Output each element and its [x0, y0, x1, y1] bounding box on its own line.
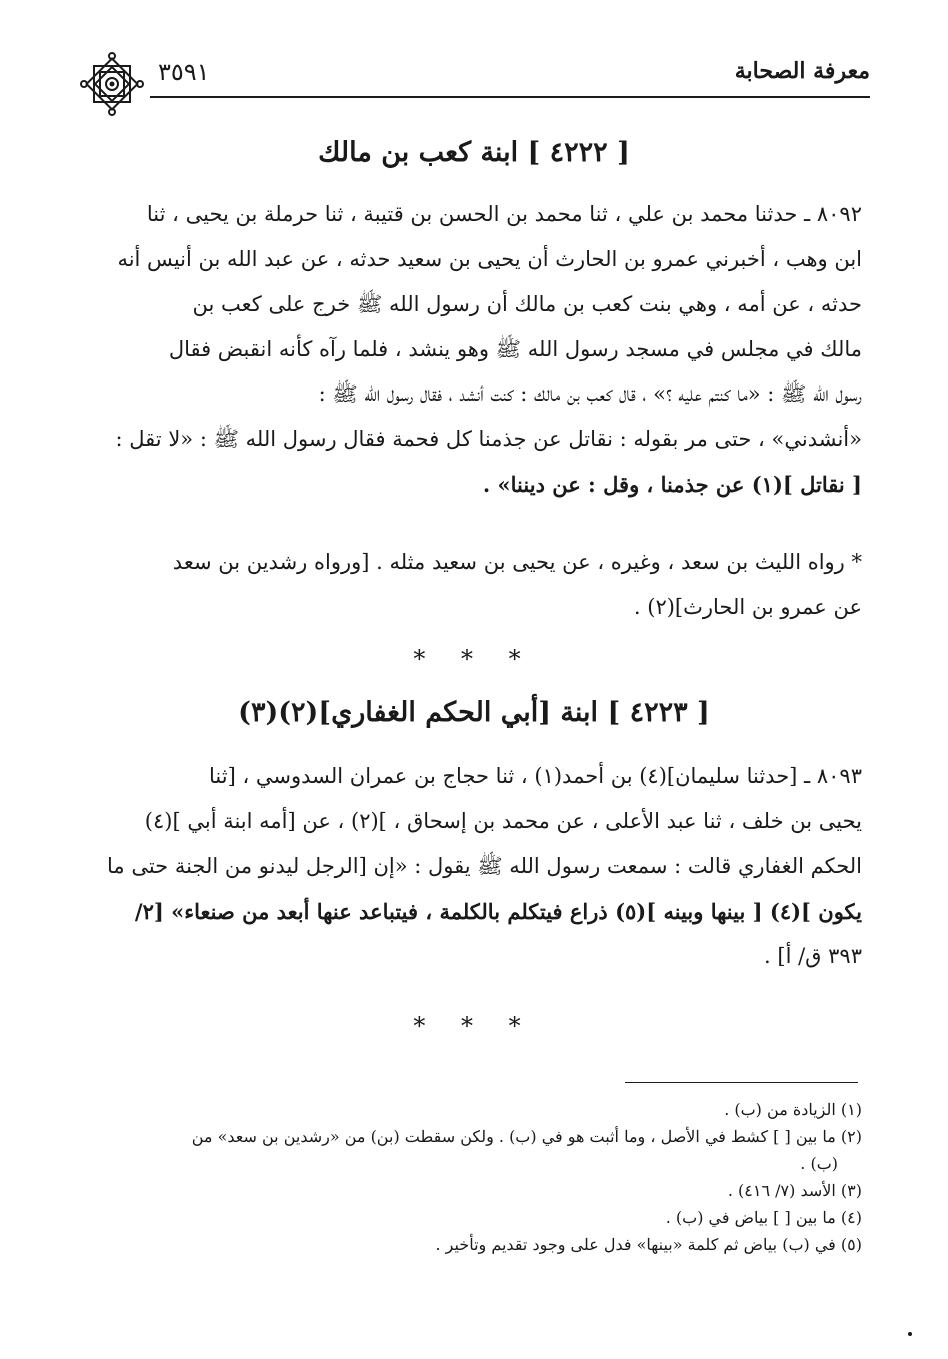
text-line: «أنشدني» ، حتى مر بقوله : نقاتل عن جذمنا كل فحمة فقال رسول الله ﷺ : «لا تقل : — [115, 427, 862, 451]
running-title: معرفة الصحابة — [734, 58, 870, 84]
footnotes — [86, 1096, 862, 1258]
footnote: (٤) ما بين [ ] بياض في (ب) . — [665, 1208, 862, 1227]
text-line: مالك في مجلس في مسجد رسول الله ﷺ وهو ينشد ، فلما رآه كأنه انقبض فقال — [168, 337, 862, 361]
text-line: رسول الله ﷺ : «ما كنتم عليه ؟» ، قال كعب بن مالك : كنت أنشد ، فقال رسول الله ﷺ : — [318, 382, 862, 406]
text-line: [ نقاتل ](١) عن جذمنا ، وقل : عن ديننا» . — [482, 472, 862, 497]
octagram-ornament-icon — [80, 52, 144, 116]
text-line: يحيى بن خلف ، ثنا عبد الأعلى ، عن محمد بن إسحاق ، ](٢) ، عن [أمه ابنة أبي ](٤) — [144, 809, 862, 833]
footnote: (٥) في (ب) بياض ثم كلمة «بينها» فدل على وجود تقديم وتأخير . — [435, 1235, 862, 1254]
section-separator: * * * — [413, 1012, 535, 1040]
entry-title-4223: [ ٤٢٢٣ ] ابنة [أبي الحكم الغفاري](٢)(٣) — [238, 697, 710, 728]
text-line: الحكم الغفاري قالت : سمعت رسول الله ﷺ يقول : «إن [الرجل ليدنو من الجنة حتى ما — [107, 854, 862, 878]
section-separator: * * * — [413, 645, 535, 673]
narration-note — [86, 540, 862, 630]
hadith-8092 — [86, 192, 862, 507]
footnote-continuation: (ب) . — [800, 1154, 838, 1173]
footnote: (٣) الأسد (٧/ ٤١٦) . — [727, 1181, 862, 1200]
text-line: ٣٩٣ ق/ أ] . — [764, 944, 862, 968]
text-line: ابن وهب ، أخبرني عمرو بن الحارث أن يحيى بن سعيد حدثه ، عن عبد الله بن أنيس أنه — [117, 247, 862, 271]
page-number: ٣٥٩١ — [158, 58, 210, 86]
hadith-8093 — [86, 754, 862, 979]
text-line: حدثه ، عن أمه ، وهي بنت كعب بن مالك أن رسول الله ﷺ خرج على كعب بن — [192, 292, 862, 316]
footnote: (٢) ما بين [ ] كشط في الأصل ، وما أثبت هو في (ب) . ولكن سقطت (بن) من «رشدين بن سعد» من — [191, 1127, 862, 1146]
text-line: ٨٠٩٣ ـ [حدثنا سليمان](٤) بن أحمد(١) ، ثنا حجاج بن عمران السدوسي ، [ثنا — [209, 764, 862, 788]
text-line: * رواه الليث بن سعد ، وغيره ، عن يحيى بن سعيد مثله . [ورواه رشدين بن سعد — [172, 550, 862, 574]
entry-title-4222: [ ٤٢٢٢ ] ابنة كعب بن مالك — [318, 137, 630, 168]
footnote: (١) الزيادة من (ب) . — [724, 1100, 862, 1119]
text-line: عن عمرو بن الحارث](٢) . — [633, 595, 862, 619]
header-rule — [150, 96, 870, 98]
text-line: ٨٠٩٢ ـ حدثنا محمد بن علي ، ثنا محمد بن الحسن بن قتيبة ، ثنا حرملة بن يحيى ، ثنا — [146, 202, 862, 226]
page-mark — [908, 1332, 912, 1336]
text-line: يكون ](٤) [ بينها وبينه ](٥) ذراع فيتكلم بالكلمة ، فيتباعد عنها أبعد من صنعاء» [٢/ — [134, 899, 862, 924]
page-header — [80, 52, 870, 112]
footnote-rule — [625, 1082, 858, 1083]
